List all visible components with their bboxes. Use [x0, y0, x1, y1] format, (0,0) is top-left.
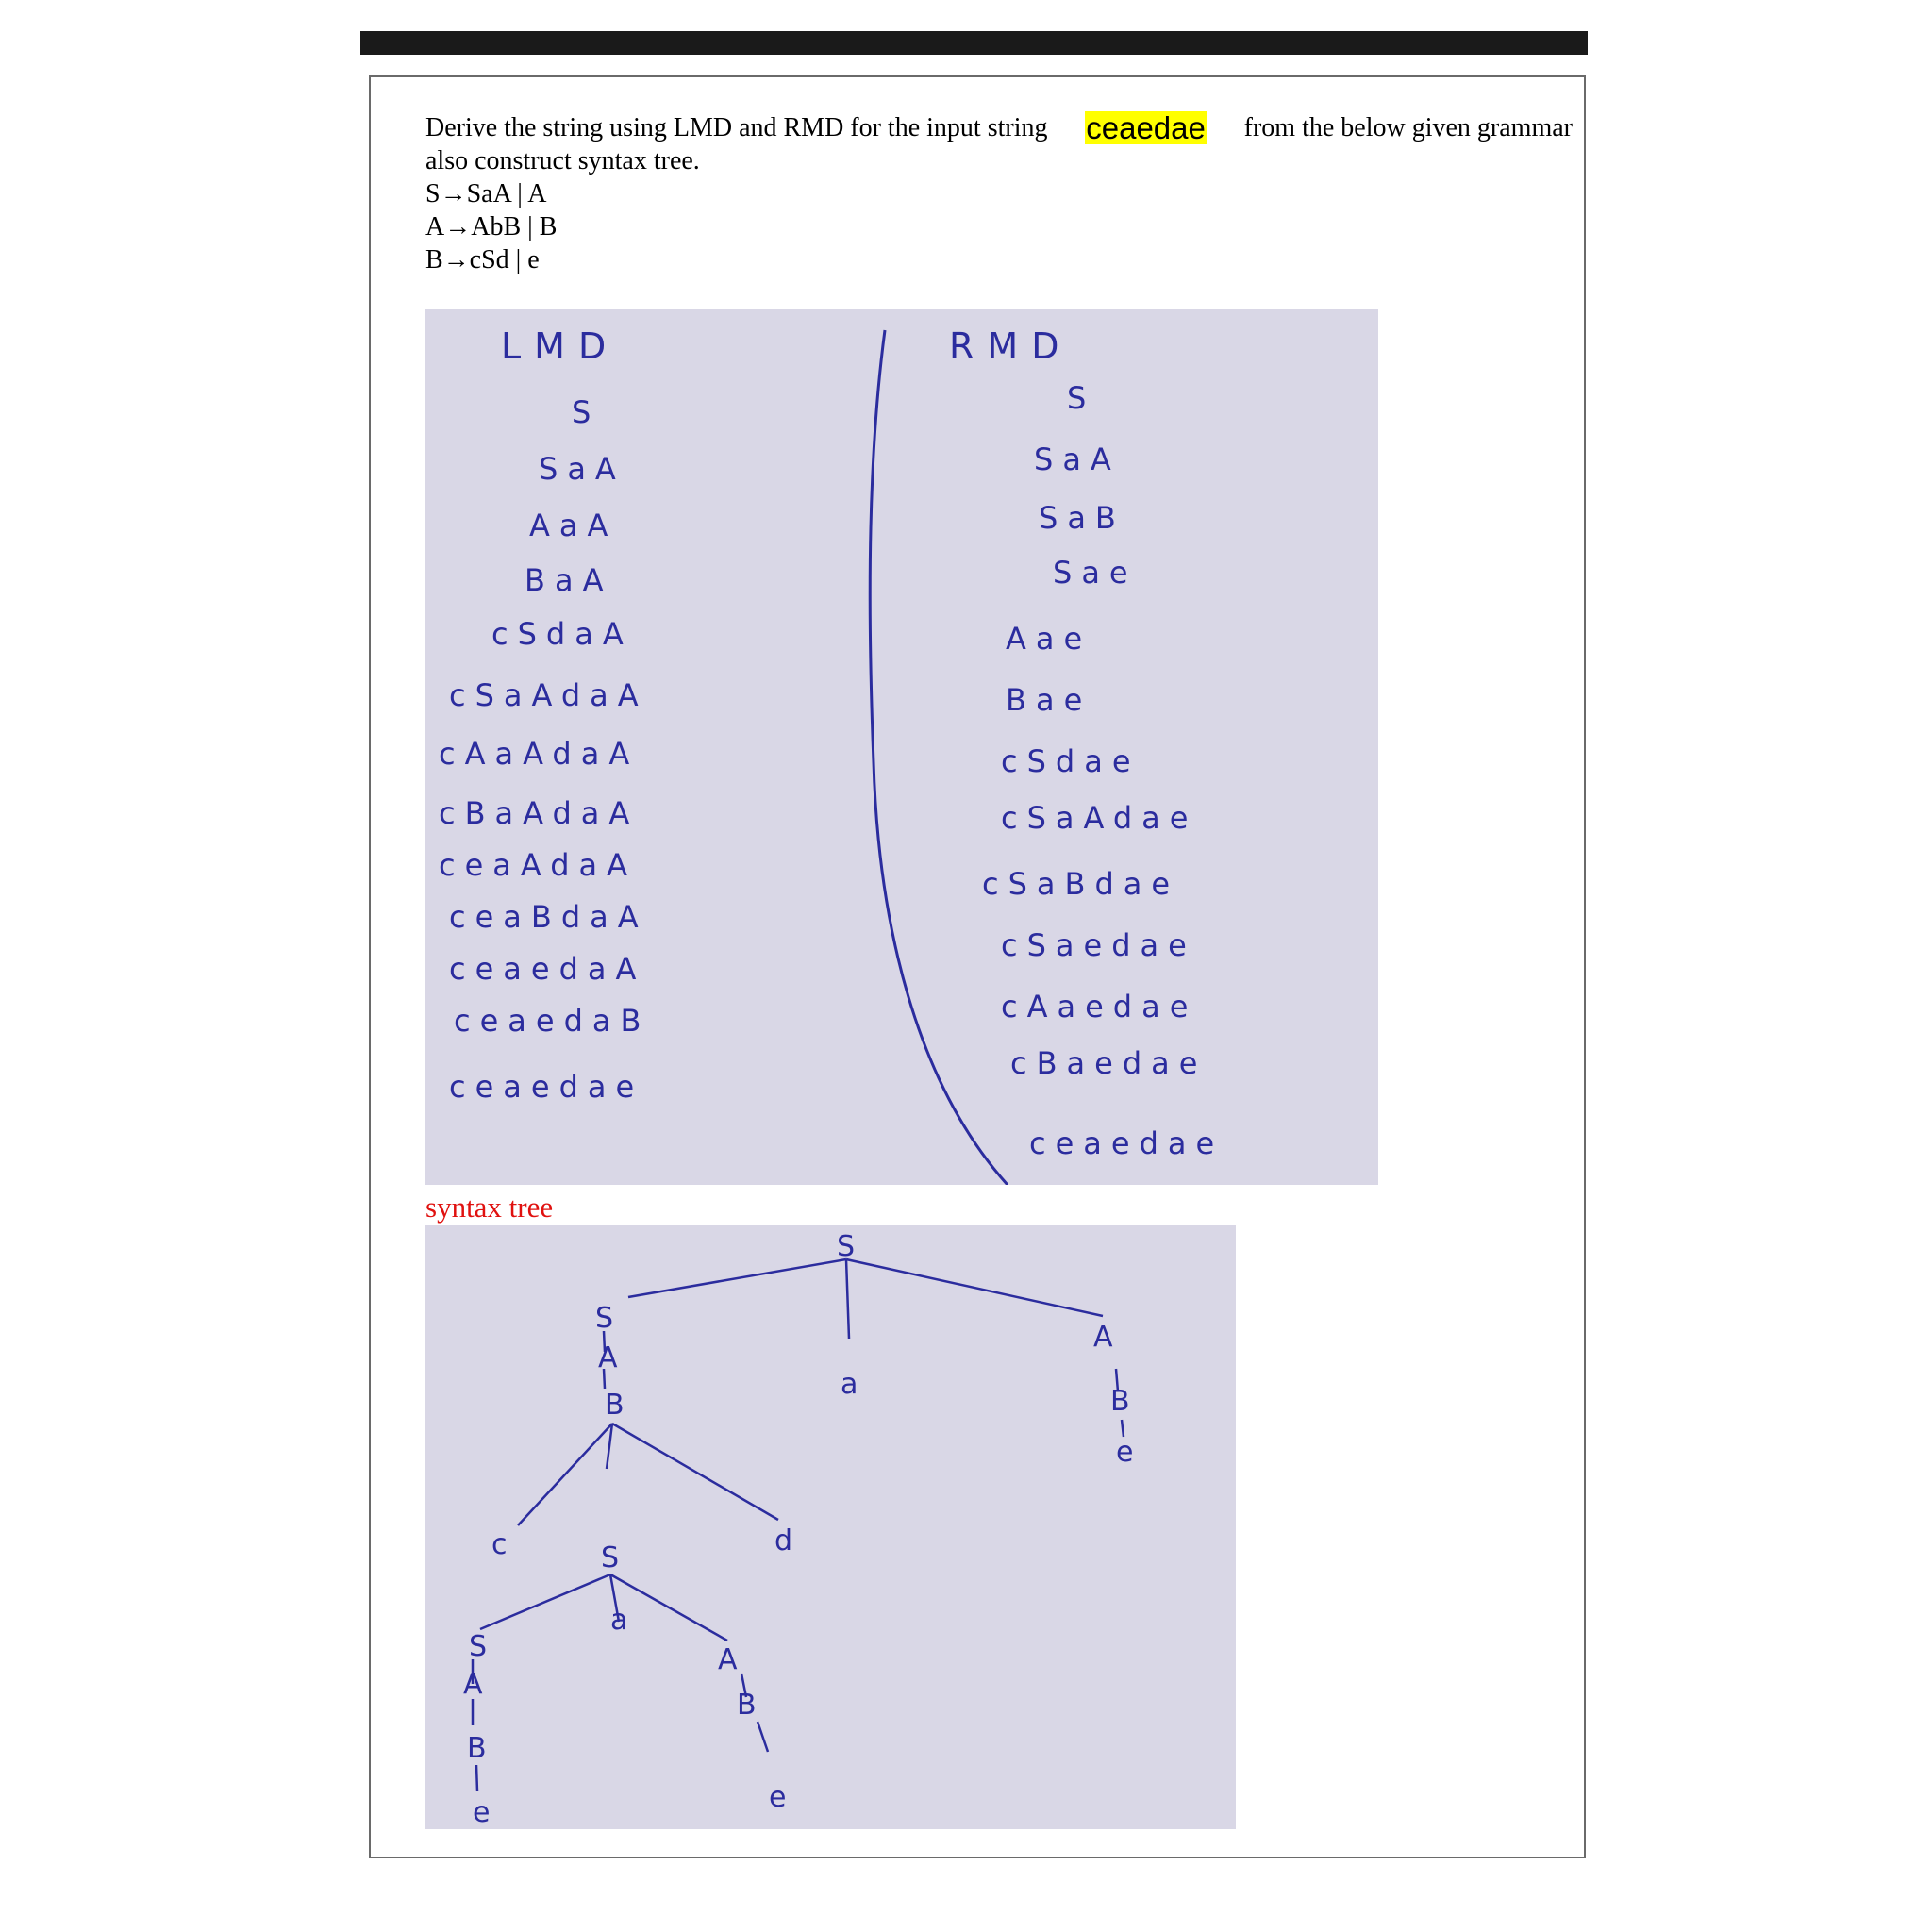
rmd-step: cSaAdae	[1001, 800, 1198, 836]
grammar-rule-a: A→AbB | B	[425, 212, 558, 242]
lmd-step: SaA	[539, 451, 625, 487]
tree-node: a	[610, 1604, 628, 1637]
lmd-step: BaA	[525, 562, 613, 598]
tree-node: e	[1116, 1436, 1134, 1469]
tree-node: B	[1110, 1385, 1130, 1418]
lmd-step: ceaedae	[449, 1069, 644, 1105]
tree-node: c	[491, 1528, 508, 1561]
tree-node: e	[473, 1796, 491, 1829]
tree-edges	[473, 1259, 1124, 1791]
derivation-photo	[425, 309, 1378, 1185]
rmd-step: cBaedae	[1010, 1045, 1208, 1081]
rmd-step: cSaBdae	[982, 866, 1180, 902]
syntax-tree-photo	[425, 1225, 1236, 1829]
tree-node: B	[467, 1732, 487, 1765]
rmd-step: cAaedae	[1001, 989, 1198, 1024]
highlighted-input-string: ceaedae	[1086, 110, 1206, 145]
lmd-step: ceaedaB	[454, 1003, 651, 1039]
lmd-step: S	[572, 394, 601, 430]
question-line-1	[425, 111, 1573, 144]
tree-node: A	[718, 1643, 738, 1676]
rmd-steps	[982, 380, 1224, 1161]
lmd-step: ceaBdaA	[449, 899, 648, 935]
rmd-step: cSdae	[1001, 743, 1141, 779]
question-prefix: Derive the string using LMD and RMD for the input string	[425, 113, 1048, 142]
rmd-step: cSaedae	[1001, 927, 1196, 963]
derivation-drawing	[425, 309, 1378, 1185]
tree-node: S	[469, 1630, 488, 1663]
tree-nodes	[463, 1230, 1133, 1829]
syntax-tree-caption: syntax tree	[425, 1191, 554, 1224]
rmd-heading: RMD	[949, 325, 1073, 367]
question-text	[425, 111, 1573, 276]
rmd-step: Sae	[1053, 555, 1138, 591]
lmd-step: cSaAdaA	[449, 677, 648, 713]
lmd-step: cAaAdaA	[439, 736, 640, 772]
tree-node: A	[463, 1668, 483, 1701]
rmd-step: ceaedae	[1029, 1125, 1224, 1161]
lmd-step: ceaedaA	[449, 951, 646, 987]
rmd-step: S	[1067, 380, 1096, 416]
tree-node: S	[837, 1230, 856, 1263]
tree-node: d	[774, 1524, 793, 1557]
tree-node: A	[598, 1341, 618, 1374]
tree-node: S	[601, 1541, 620, 1574]
lmd-step: ceaAdaA	[439, 847, 638, 883]
lmd-step: cBaAdaA	[439, 795, 640, 831]
tree-node: B	[737, 1689, 757, 1722]
tree-node: A	[1093, 1321, 1113, 1354]
tree-node: S	[595, 1302, 614, 1335]
divider-line	[870, 330, 1008, 1185]
lmd-step: AaA	[529, 508, 618, 543]
question-suffix: from the below given grammar	[1243, 113, 1573, 142]
rmd-step: Aae	[1006, 621, 1092, 657]
top-black-bar	[360, 31, 1588, 55]
tree-node: a	[841, 1368, 858, 1401]
tree-node: e	[769, 1781, 787, 1814]
grammar-rule-b: B→cSd | e	[425, 245, 540, 275]
lmd-step: cSdaA	[491, 616, 633, 652]
tree-node: B	[605, 1389, 625, 1422]
lmd-heading: LMD	[501, 325, 620, 367]
lmd-steps	[439, 394, 650, 1105]
question-line-2: also construct syntax tree.	[425, 146, 700, 175]
rmd-step: Bae	[1006, 682, 1092, 718]
rmd-step: SaA	[1034, 441, 1121, 477]
grammar-rule-s: S→SaA | A	[425, 179, 547, 208]
syntax-tree-drawing	[425, 1225, 1236, 1829]
rmd-step: SaB	[1039, 500, 1125, 536]
